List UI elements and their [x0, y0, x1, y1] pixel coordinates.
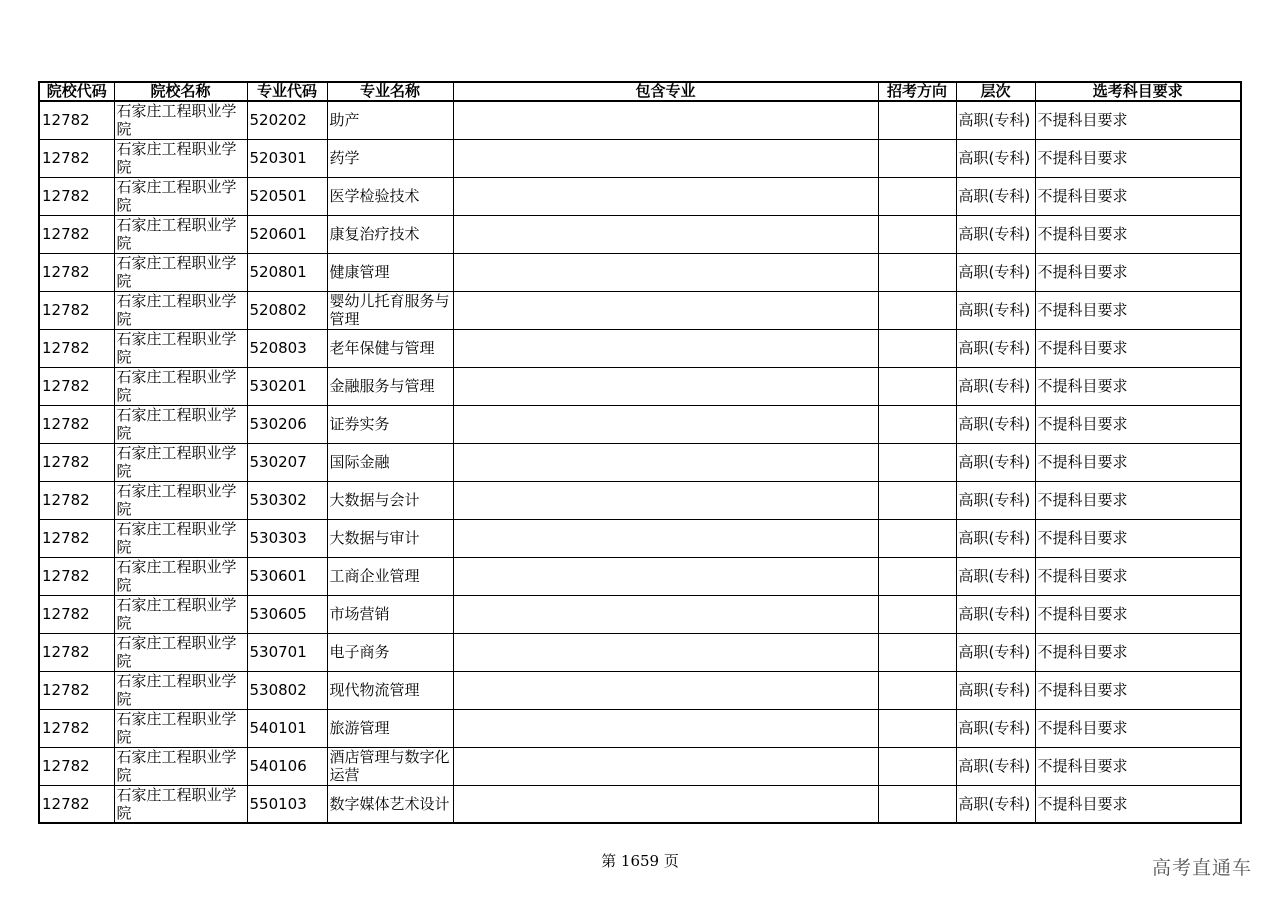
cell-included-majors — [453, 101, 878, 139]
cell-included-majors — [453, 519, 878, 557]
header-level: 层次 — [956, 82, 1035, 101]
cell-exam-direction — [878, 671, 956, 709]
cell-exam-direction — [878, 367, 956, 405]
cell-included-majors — [453, 291, 878, 329]
cell-text: 石家庄工程职业学院 — [116, 672, 237, 708]
cell-level — [956, 785, 1035, 823]
cell-level — [956, 709, 1035, 747]
cell-level — [956, 595, 1035, 633]
cell-exam-direction — [878, 405, 956, 443]
cell-text: 530601 — [249, 567, 307, 585]
cell-text: 酒店管理与数字化运营 — [329, 748, 450, 784]
cell-text: 12782 — [42, 491, 90, 509]
cell-text: 助产 — [329, 111, 360, 130]
header-major-code: 专业代码 — [247, 82, 327, 101]
cell-text: 不提科目要求 — [1037, 301, 1128, 319]
cell-school-code — [39, 595, 114, 633]
cell-major-code — [247, 633, 327, 671]
cell-text: 高职(专科) — [958, 187, 1031, 205]
cell-included-majors — [453, 253, 878, 291]
cell-text: 石家庄工程职业学院 — [116, 330, 237, 366]
cell-school-code — [39, 671, 114, 709]
cell-level — [956, 557, 1035, 595]
cell-text: 高职(专科) — [958, 301, 1031, 319]
cell-text: 530605 — [249, 605, 307, 623]
cell-included-majors — [453, 785, 878, 823]
cell-subject-requirement — [1035, 747, 1241, 785]
table-row — [39, 101, 1241, 139]
cell-text: 520301 — [249, 149, 307, 167]
table-row — [39, 481, 1241, 519]
cell-major-name — [327, 215, 453, 253]
cell-school-code — [39, 443, 114, 481]
cell-included-majors — [453, 557, 878, 595]
cell-text: 健康管理 — [329, 263, 390, 281]
cell-subject-requirement — [1035, 101, 1241, 139]
cell-major-name — [327, 443, 453, 481]
cell-exam-direction — [878, 139, 956, 177]
cell-text: 12782 — [42, 339, 90, 357]
cell-school-name — [114, 557, 247, 595]
cell-text: 不提科目要求 — [1037, 111, 1128, 130]
cell-text: 高职(专科) — [958, 681, 1031, 699]
cell-text: 12782 — [42, 757, 90, 775]
cell-text: 石家庄工程职业学院 — [116, 254, 237, 290]
cell-level — [956, 633, 1035, 671]
cell-major-code — [247, 557, 327, 595]
admissions-table — [38, 81, 1242, 824]
cell-text: 市场营销 — [329, 605, 390, 623]
cell-major-name — [327, 671, 453, 709]
cell-text: 12782 — [42, 263, 90, 281]
cell-text: 12782 — [42, 377, 90, 395]
cell-level — [956, 101, 1035, 139]
cell-text: 高职(专科) — [958, 225, 1031, 243]
cell-text: 12782 — [42, 453, 90, 471]
cell-school-name — [114, 139, 247, 177]
cell-subject-requirement — [1035, 253, 1241, 291]
cell-text: 520803 — [249, 339, 307, 357]
cell-text: 高职(专科) — [958, 377, 1031, 395]
cell-level — [956, 481, 1035, 519]
cell-text: 石家庄工程职业学院 — [116, 140, 237, 176]
cell-text: 530207 — [249, 453, 307, 471]
header-included-majors: 包含专业 — [453, 82, 878, 101]
watermark: 高考直通车 — [1151, 857, 1252, 879]
cell-exam-direction — [878, 747, 956, 785]
cell-subject-requirement — [1035, 785, 1241, 823]
cell-exam-direction — [878, 557, 956, 595]
cell-school-code — [39, 253, 114, 291]
cell-text: 石家庄工程职业学院 — [116, 558, 237, 594]
cell-text: 石家庄工程职业学院 — [116, 748, 237, 784]
cell-school-name — [114, 709, 247, 747]
cell-exam-direction — [878, 215, 956, 253]
cell-level — [956, 177, 1035, 215]
cell-text: 大数据与审计 — [329, 529, 420, 547]
cell-school-code — [39, 215, 114, 253]
cell-major-code — [247, 519, 327, 557]
table-body — [39, 101, 1241, 823]
cell-text: 不提科目要求 — [1037, 415, 1128, 433]
table-row — [39, 671, 1241, 709]
cell-exam-direction — [878, 177, 956, 215]
cell-major-name — [327, 595, 453, 633]
cell-major-code — [247, 139, 327, 177]
cell-major-code — [247, 785, 327, 823]
cell-exam-direction — [878, 101, 956, 139]
cell-level — [956, 215, 1035, 253]
cell-text: 石家庄工程职业学院 — [116, 178, 237, 214]
cell-text: 不提科目要求 — [1037, 187, 1128, 205]
cell-text: 530701 — [249, 643, 307, 661]
cell-included-majors — [453, 177, 878, 215]
cell-text: 12782 — [42, 111, 90, 130]
cell-text: 530303 — [249, 529, 307, 547]
cell-level — [956, 367, 1035, 405]
cell-included-majors — [453, 481, 878, 519]
cell-text: 不提科目要求 — [1037, 453, 1128, 471]
cell-major-name — [327, 709, 453, 747]
table-row — [39, 253, 1241, 291]
cell-text: 不提科目要求 — [1037, 681, 1128, 699]
cell-school-code — [39, 785, 114, 823]
cell-subject-requirement — [1035, 709, 1241, 747]
header-subject-requirement: 选考科目要求 — [1035, 82, 1241, 101]
cell-subject-requirement — [1035, 177, 1241, 215]
cell-included-majors — [453, 405, 878, 443]
cell-school-name — [114, 329, 247, 367]
cell-text: 不提科目要求 — [1037, 529, 1128, 547]
cell-text: 高职(专科) — [958, 263, 1031, 281]
cell-school-code — [39, 747, 114, 785]
cell-major-code — [247, 595, 327, 633]
table-row — [39, 595, 1241, 633]
cell-school-name — [114, 367, 247, 405]
cell-included-majors — [453, 139, 878, 177]
table-row — [39, 291, 1241, 329]
cell-subject-requirement — [1035, 671, 1241, 709]
cell-text: 高职(专科) — [958, 149, 1031, 167]
cell-major-name — [327, 253, 453, 291]
cell-text: 工商企业管理 — [329, 567, 420, 585]
cell-text: 12782 — [42, 605, 90, 623]
cell-text: 石家庄工程职业学院 — [116, 216, 237, 252]
cell-text: 高职(专科) — [958, 111, 1031, 130]
cell-text: 不提科目要求 — [1037, 719, 1128, 737]
cell-school-code — [39, 101, 114, 139]
table-row — [39, 329, 1241, 367]
cell-school-code — [39, 633, 114, 671]
cell-text: 12782 — [42, 719, 90, 737]
table-header-row — [39, 82, 1241, 101]
cell-subject-requirement — [1035, 519, 1241, 557]
cell-school-code — [39, 329, 114, 367]
cell-school-code — [39, 557, 114, 595]
cell-school-code — [39, 405, 114, 443]
cell-school-name — [114, 101, 247, 139]
cell-school-code — [39, 291, 114, 329]
cell-school-code — [39, 709, 114, 747]
cell-text: 12782 — [42, 187, 90, 205]
cell-text: 高职(专科) — [958, 567, 1031, 585]
header-major-name: 专业名称 — [327, 82, 453, 101]
cell-text: 520501 — [249, 187, 307, 205]
cell-subject-requirement — [1035, 329, 1241, 367]
cell-exam-direction — [878, 519, 956, 557]
cell-text: 不提科目要求 — [1037, 567, 1128, 585]
cell-included-majors — [453, 329, 878, 367]
cell-exam-direction — [878, 329, 956, 367]
cell-major-name — [327, 557, 453, 595]
cell-school-name — [114, 253, 247, 291]
cell-major-name — [327, 291, 453, 329]
cell-major-name — [327, 177, 453, 215]
cell-included-majors — [453, 595, 878, 633]
cell-exam-direction — [878, 595, 956, 633]
cell-text: 高职(专科) — [958, 794, 1031, 813]
cell-text: 高职(专科) — [958, 719, 1031, 737]
table-row — [39, 557, 1241, 595]
cell-school-name — [114, 671, 247, 709]
cell-level — [956, 443, 1035, 481]
cell-text: 520801 — [249, 263, 307, 281]
cell-subject-requirement — [1035, 481, 1241, 519]
cell-text: 高职(专科) — [958, 415, 1031, 433]
cell-major-name — [327, 367, 453, 405]
cell-exam-direction — [878, 633, 956, 671]
cell-text: 530302 — [249, 491, 307, 509]
cell-level — [956, 747, 1035, 785]
cell-text: 不提科目要求 — [1037, 643, 1128, 661]
cell-text: 不提科目要求 — [1037, 263, 1128, 281]
cell-text: 不提科目要求 — [1037, 605, 1128, 623]
cell-school-name — [114, 633, 247, 671]
table-row — [39, 367, 1241, 405]
cell-exam-direction — [878, 709, 956, 747]
cell-major-code — [247, 253, 327, 291]
cell-level — [956, 671, 1035, 709]
cell-major-name — [327, 405, 453, 443]
cell-text: 12782 — [42, 149, 90, 167]
cell-school-name — [114, 481, 247, 519]
cell-text: 12782 — [42, 529, 90, 547]
cell-text: 石家庄工程职业学院 — [116, 292, 237, 328]
cell-subject-requirement — [1035, 405, 1241, 443]
cell-text: 12782 — [42, 301, 90, 319]
cell-level — [956, 405, 1035, 443]
cell-exam-direction — [878, 291, 956, 329]
table-row — [39, 747, 1241, 785]
cell-text: 520802 — [249, 301, 307, 319]
cell-level — [956, 253, 1035, 291]
cell-school-name — [114, 405, 247, 443]
table-row — [39, 405, 1241, 443]
cell-text: 康复治疗技术 — [329, 225, 420, 243]
cell-school-code — [39, 177, 114, 215]
cell-text: 12782 — [42, 567, 90, 585]
cell-text: 520202 — [249, 111, 307, 130]
cell-major-code — [247, 671, 327, 709]
cell-major-name — [327, 481, 453, 519]
cell-included-majors — [453, 709, 878, 747]
cell-level — [956, 329, 1035, 367]
cell-text: 不提科目要求 — [1037, 491, 1128, 509]
cell-major-code — [247, 481, 327, 519]
cell-school-name — [114, 595, 247, 633]
cell-text: 金融服务与管理 — [329, 377, 435, 395]
cell-text: 旅游管理 — [329, 719, 390, 737]
cell-text: 老年保健与管理 — [329, 339, 435, 357]
cell-major-name — [327, 519, 453, 557]
cell-text: 12782 — [42, 643, 90, 661]
cell-text: 530802 — [249, 681, 307, 699]
cell-text: 婴幼儿托育服务与管理 — [329, 292, 450, 328]
cell-text: 高职(专科) — [958, 643, 1031, 661]
cell-included-majors — [453, 633, 878, 671]
table-row — [39, 785, 1241, 823]
cell-major-name — [327, 139, 453, 177]
cell-text: 530206 — [249, 415, 307, 433]
table-row — [39, 177, 1241, 215]
cell-school-name — [114, 785, 247, 823]
cell-school-name — [114, 291, 247, 329]
cell-major-name — [327, 633, 453, 671]
cell-text: 电子商务 — [329, 643, 390, 661]
cell-text: 不提科目要求 — [1037, 225, 1128, 243]
cell-subject-requirement — [1035, 291, 1241, 329]
table-row — [39, 633, 1241, 671]
cell-major-code — [247, 291, 327, 329]
cell-text: 证券实务 — [329, 415, 390, 433]
cell-exam-direction — [878, 253, 956, 291]
cell-text: 12782 — [42, 415, 90, 433]
cell-text: 520601 — [249, 225, 307, 243]
cell-text: 不提科目要求 — [1037, 757, 1128, 775]
cell-text: 不提科目要求 — [1037, 339, 1128, 357]
header-exam-direction: 招考方向 — [878, 82, 956, 101]
cell-included-majors — [453, 367, 878, 405]
table-row — [39, 519, 1241, 557]
cell-text: 不提科目要求 — [1037, 794, 1128, 813]
cell-major-code — [247, 329, 327, 367]
cell-text: 530201 — [249, 377, 307, 395]
cell-exam-direction — [878, 785, 956, 823]
cell-major-name — [327, 747, 453, 785]
cell-text: 高职(专科) — [958, 605, 1031, 623]
cell-text: 石家庄工程职业学院 — [116, 634, 237, 670]
cell-school-name — [114, 177, 247, 215]
cell-text: 12782 — [42, 794, 90, 813]
cell-school-name — [114, 519, 247, 557]
cell-text: 高职(专科) — [958, 757, 1031, 775]
cell-major-code — [247, 709, 327, 747]
page-number: 第 1659 页 — [601, 852, 679, 870]
table-row — [39, 443, 1241, 481]
cell-text: 12782 — [42, 681, 90, 699]
cell-subject-requirement — [1035, 215, 1241, 253]
cell-text: 石家庄工程职业学院 — [116, 482, 237, 518]
cell-subject-requirement — [1035, 557, 1241, 595]
cell-text: 大数据与会计 — [329, 491, 420, 509]
table-row — [39, 215, 1241, 253]
cell-subject-requirement — [1035, 633, 1241, 671]
cell-text: 石家庄工程职业学院 — [116, 444, 237, 480]
cell-text: 石家庄工程职业学院 — [116, 596, 237, 632]
cell-major-code — [247, 177, 327, 215]
cell-subject-requirement — [1035, 139, 1241, 177]
cell-included-majors — [453, 747, 878, 785]
cell-exam-direction — [878, 443, 956, 481]
cell-level — [956, 139, 1035, 177]
cell-major-name — [327, 101, 453, 139]
cell-text: 不提科目要求 — [1037, 377, 1128, 395]
cell-school-name — [114, 747, 247, 785]
cell-subject-requirement — [1035, 367, 1241, 405]
cell-text: 不提科目要求 — [1037, 149, 1128, 167]
cell-text: 石家庄工程职业学院 — [116, 406, 237, 442]
header-school-code: 院校代码 — [39, 82, 114, 101]
cell-text: 药学 — [329, 149, 360, 167]
cell-text: 高职(专科) — [958, 453, 1031, 471]
cell-text: 540101 — [249, 719, 307, 737]
cell-included-majors — [453, 671, 878, 709]
cell-text: 高职(专科) — [958, 339, 1031, 357]
cell-level — [956, 519, 1035, 557]
cell-major-code — [247, 367, 327, 405]
cell-major-name — [327, 785, 453, 823]
cell-included-majors — [453, 443, 878, 481]
cell-text: 12782 — [42, 225, 90, 243]
cell-major-code — [247, 747, 327, 785]
cell-level — [956, 291, 1035, 329]
cell-school-code — [39, 139, 114, 177]
cell-major-code — [247, 405, 327, 443]
cell-text: 国际金融 — [329, 453, 390, 471]
cell-subject-requirement — [1035, 443, 1241, 481]
cell-text: 550103 — [249, 794, 307, 813]
cell-text: 现代物流管理 — [329, 681, 420, 699]
cell-major-name — [327, 329, 453, 367]
cell-school-name — [114, 443, 247, 481]
header-school-name: 院校名称 — [114, 82, 247, 101]
table-row — [39, 709, 1241, 747]
cell-exam-direction — [878, 481, 956, 519]
cell-text: 石家庄工程职业学院 — [116, 520, 237, 556]
cell-text: 石家庄工程职业学院 — [116, 785, 237, 822]
table-row — [39, 139, 1241, 177]
cell-text: 数字媒体艺术设计 — [329, 794, 450, 813]
cell-text: 石家庄工程职业学院 — [116, 710, 237, 746]
cell-text: 高职(专科) — [958, 529, 1031, 547]
cell-text: 高职(专科) — [958, 491, 1031, 509]
cell-subject-requirement — [1035, 595, 1241, 633]
cell-school-code — [39, 367, 114, 405]
cell-school-code — [39, 481, 114, 519]
cell-text: 医学检验技术 — [329, 187, 420, 205]
cell-school-code — [39, 519, 114, 557]
cell-school-name — [114, 215, 247, 253]
cell-major-code — [247, 101, 327, 139]
cell-text: 石家庄工程职业学院 — [116, 368, 237, 404]
cell-included-majors — [453, 215, 878, 253]
cell-major-code — [247, 215, 327, 253]
cell-text: 石家庄工程职业学院 — [116, 102, 237, 139]
cell-text: 540106 — [249, 757, 307, 775]
cell-major-code — [247, 443, 327, 481]
